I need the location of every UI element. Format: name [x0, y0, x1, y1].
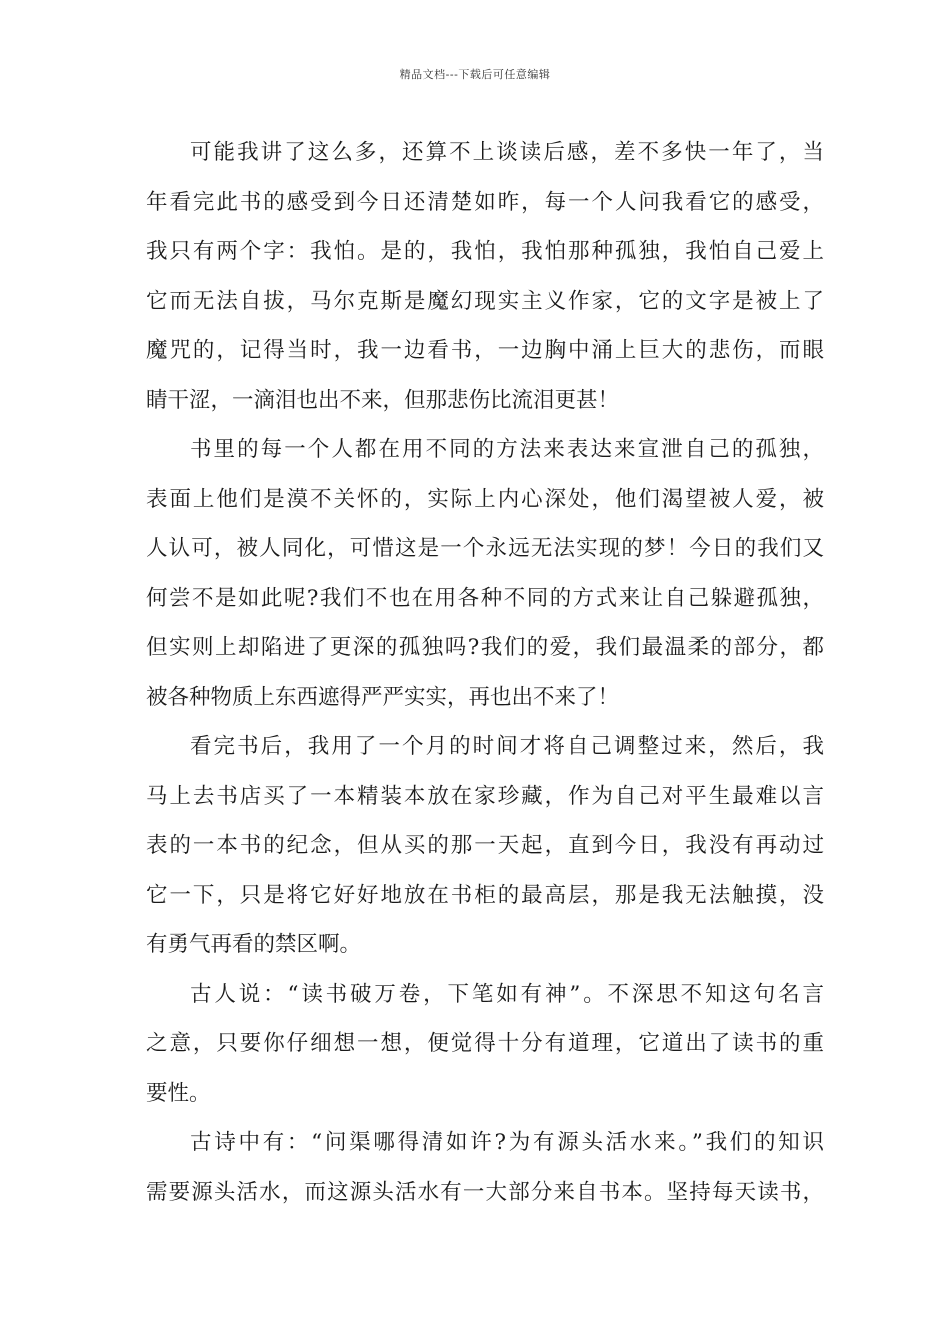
text-line: 表的一本书的纪念，但从买的那一天起，直到今日，我没有再动过: [146, 833, 824, 858]
text-line: 它一下，只是将它好好地放在书柜的最高层，那是我无法触摸，没: [146, 882, 824, 908]
text-line: 表面上他们是漠不关怀的，实际上内心深处，他们渴望被人爱，被: [146, 486, 824, 512]
text-line: 古人说：“读书破万卷，下笔如有神”。不深思不知这句名言: [190, 981, 824, 1007]
text-line: 古诗中有：“问渠哪得清如许?为有源头活水来。”我们的知识: [190, 1130, 824, 1155]
text-line: 睛干涩，一滴泪也出不来，但那悲伤比流泪更甚！: [146, 387, 620, 413]
text-line: 需要源头活水，而这源头活水有一大部分来自书本。坚持每天读书，: [146, 1179, 824, 1205]
text-line: 看完书后，我用了一个月的时间才将自己调整过来，然后，我: [190, 734, 824, 759]
text-line: 马上去书店买了一本精装本放在家珍藏，作为自己对平生最难以言: [146, 783, 824, 809]
paragraph-5: [146, 1118, 824, 1217]
paragraph-1: [146, 128, 824, 425]
paragraph-3: [146, 722, 824, 970]
document-body: [146, 128, 824, 1217]
page-header: 精品文档---下载后可任意编辑: [399, 68, 551, 81]
text-line: 要性。: [146, 1080, 211, 1106]
paragraph-2: [146, 425, 824, 722]
text-line: 人认可，被人同化，可惜这是一个永远无法实现的梦！今日的我们又: [146, 536, 824, 561]
text-line: 魔咒的，记得当时，我一边看书，一边胸中涌上巨大的悲伤，而眼: [146, 338, 824, 363]
text-line: 何尝不是如此呢?我们不也在用各种不同的方式来让自己躲避孤独，: [146, 585, 824, 611]
text-line: 但实则上却陷进了更深的孤独吗?我们的爱，我们最温柔的部分，都: [146, 635, 824, 660]
text-line: 它而无法自拔，马尔克斯是魔幻现实主义作家，它的文字是被上了: [146, 288, 824, 314]
text-line: 有勇气再看的禁区啊。: [146, 932, 362, 957]
text-line: 被各种物质上东西遮得严严实实，再也出不来了！: [146, 684, 620, 710]
text-line: 年看完此书的感受到今日还清楚如昨，每一个人问我看它的感受，: [146, 189, 824, 215]
text-line: 我只有两个字：我怕。是的，我怕，我怕那种孤独，我怕自己爱上: [146, 239, 824, 264]
text-line: 书里的每一个人都在用不同的方法来表达来宣泄自己的孤独，: [190, 437, 824, 462]
text-line: 之意，只要你仔细想一想，便觉得十分有道理，它道出了读书的重: [146, 1031, 824, 1056]
paragraph-4: [146, 970, 824, 1119]
text-line: 可能我讲了这么多，还算不上谈读后感，差不多快一年了，当: [190, 140, 824, 165]
